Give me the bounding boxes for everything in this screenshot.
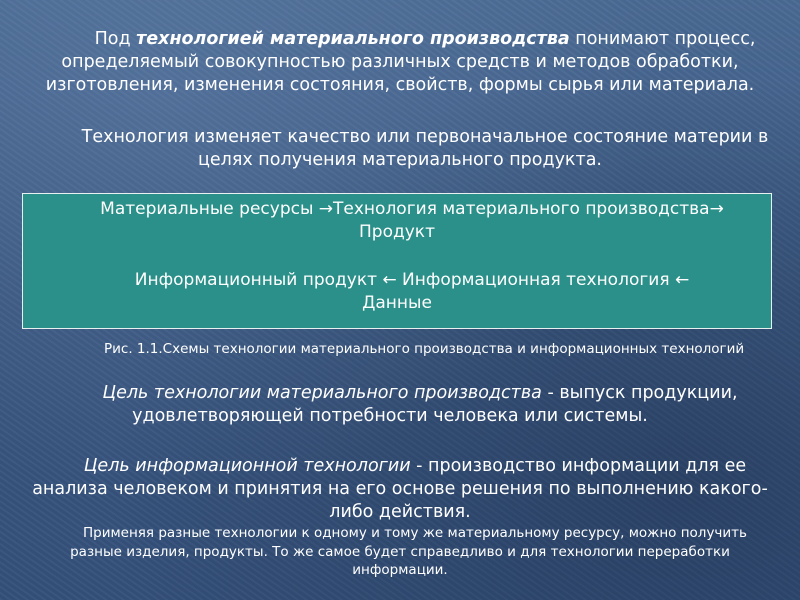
information-scheme-line-1: Информационный продукт ← Информационная технология ← — [134, 270, 690, 290]
information-goal-line-2: анализа человеком и принятия на его основе решения по выполнению какого- — [32, 479, 768, 499]
definition-line-1 — [0, 28, 800, 51]
information-scheme-line-2: Данные — [362, 293, 432, 313]
material-goal-line-1-tail: - выпуск продукции, — [541, 383, 738, 403]
definition-line-3: изготовления, изменения состояния, свойств, формы сырья или материала. — [45, 75, 755, 95]
definition-lead-text: Под — [94, 29, 137, 49]
conclusion-line-3: информации. — [352, 562, 448, 578]
definition-line-1-tail: понимают процесс, — [569, 29, 756, 49]
material-scheme-line-2: Продукт — [359, 222, 435, 242]
quality-paragraph — [0, 126, 800, 172]
information-goal-line-1-tail: - производство информации для ее — [410, 456, 747, 476]
conclusion-line-1: Применяя разные технологии к одному и тому же материальному ресурсу, можно получить — [83, 525, 747, 541]
quality-line-1: Технология изменяет качество или первоначальное состояние материи в — [81, 127, 769, 147]
material-goal-line-2: удовлетворяющей потребности человека или системы. — [132, 406, 648, 426]
information-goal-line-1 — [0, 455, 800, 478]
definition-term: технологией материального производства — [136, 29, 570, 49]
information-goal-line-3: либо действия. — [329, 502, 471, 522]
material-scheme-line-1: Материальные ресурсы →Технология материального производства→ — [100, 199, 724, 219]
technology-scheme-box — [22, 193, 772, 329]
conclusion-line-2: разные изделия, продукты. То же самое будет справедливо и для технологии переработки — [70, 543, 730, 560]
information-goal-paragraph — [0, 455, 800, 524]
information-goal-term: Цель информационной технологии — [83, 456, 411, 476]
definition-line-2: определяемый совокупностью различных средств и методов обработки, — [61, 52, 739, 72]
definition-paragraph — [0, 28, 800, 97]
quality-line-2: целях получения материального продукта. — [198, 150, 602, 170]
conclusion-paragraph — [0, 524, 800, 580]
material-goal-term: Цель технологии материального производства — [102, 383, 542, 403]
material-goal-paragraph — [0, 382, 800, 428]
figure-caption: Рис. 1.1.Схемы технологии материального производства и информационных технологий — [104, 341, 745, 357]
material-goal-line-1 — [0, 382, 800, 405]
